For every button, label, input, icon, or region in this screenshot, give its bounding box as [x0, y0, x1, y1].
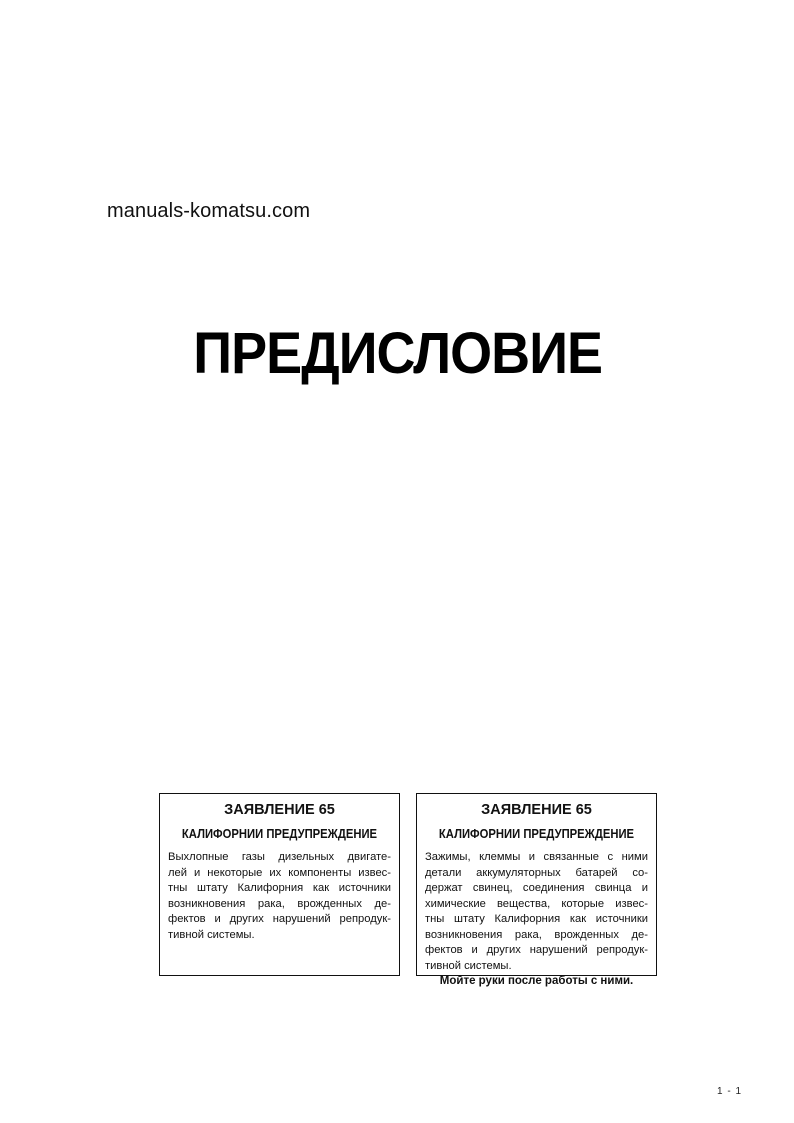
- notice-body-line: тивной системы.: [425, 959, 512, 972]
- notice-heading: ЗАЯВЛЕНИЕ 65: [224, 802, 335, 818]
- page-title: ПРЕДИСЛОВИЕ: [193, 321, 603, 386]
- notice-body-line: фектов и других нарушений репродук-: [168, 913, 391, 925]
- notice-body: [425, 850, 648, 974]
- prop65-notice-battery-lead: [416, 793, 657, 987]
- notice-heading: ЗАЯВЛЕНИЕ 65: [481, 802, 592, 818]
- notice-wash-hands-warning: Мойте руки после работы с ними.: [439, 975, 634, 987]
- notice-body-line: химические вещества, которые извес-: [425, 897, 648, 910]
- notice-body-line: Зажимы, клеммы и связанные с ними: [425, 851, 648, 863]
- notice-body-line: лей и некоторые их компоненты извес-: [168, 866, 391, 879]
- notice-body-line: детали аккумуляторных батарей со-: [425, 866, 648, 879]
- notice-subheading: КАЛИФОРНИИ ПРЕДУПРЕЖДЕНИЕ: [438, 827, 635, 841]
- notice-body: [168, 850, 391, 943]
- notice-body-line: возникновения рака, врожденных де-: [425, 928, 648, 941]
- notice-body-line: тны штату Калифорния как источники: [168, 882, 391, 894]
- notice-body-line: Выхлопные газы дизельных двигате-: [168, 851, 391, 863]
- notice-body-line: тивной системы.: [168, 928, 255, 941]
- notice-body-line: держат свинец, соединения свинца и: [425, 882, 648, 894]
- site-url-watermark: manuals-komatsu.com: [107, 200, 311, 222]
- notice-body-line: тны штату Калифорния как источники: [425, 913, 648, 925]
- notice-body-line: возникновения рака, врожденных де-: [168, 897, 391, 910]
- notice-body-line: фектов и других нарушений репродук-: [425, 944, 648, 956]
- prop65-notice-engine-exhaust: [159, 793, 400, 976]
- notice-subheading: КАЛИФОРНИИ ПРЕДУПРЕЖДЕНИЕ: [181, 827, 378, 841]
- page-number: 1 - 1: [717, 1086, 743, 1097]
